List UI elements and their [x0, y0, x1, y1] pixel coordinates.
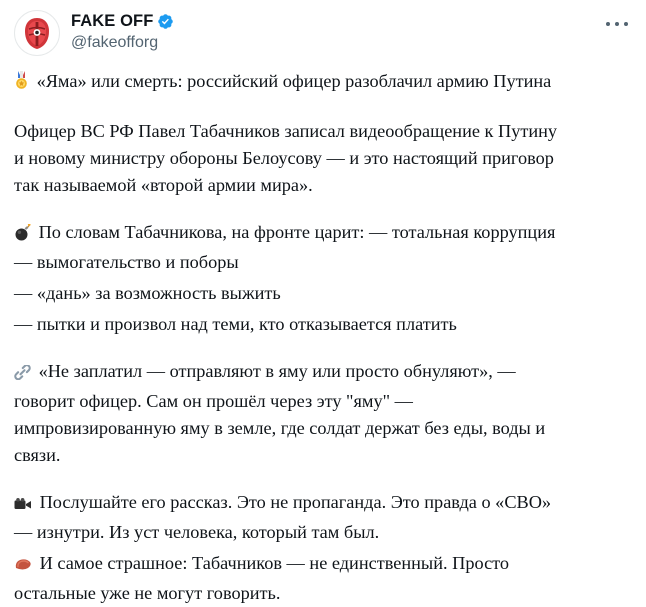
paragraph-corruption	[14, 219, 632, 276]
fake-off-logo-icon	[16, 12, 58, 54]
display-name: FAKE OFF	[71, 12, 154, 30]
paragraph-line: И самое страшное: Табачников — не единственный. Просто	[39, 553, 510, 573]
paragraph-line: По словам Табачникова, на фронте царит: — тотальная коррупция	[38, 222, 556, 242]
paragraph-line: «Не заплатил — отправляют в яму или просто обнуляют», —	[38, 361, 516, 381]
paragraph-line: и новому министру обороны Белоусову — и это настоящий приговор	[14, 148, 554, 168]
account-names	[71, 10, 174, 53]
verified-badge-icon	[157, 13, 174, 30]
headline-paragraph	[14, 68, 632, 98]
account-handle[interactable]: @fakeofforg	[71, 34, 159, 51]
paragraph-line: говорит офицер. Сам он прошёл через эту "яму" —	[14, 391, 413, 411]
tweet-body	[14, 68, 632, 607]
headline-text: «Яма» или смерть: российский офицер разоблачил армию Путина	[36, 71, 552, 91]
bomb-icon	[14, 222, 31, 249]
more-options-icon[interactable]	[604, 14, 630, 34]
display-name-row[interactable]	[71, 11, 174, 31]
paragraph-line: — изнутри. Из уст человека, который там был.	[14, 522, 380, 542]
paragraph-line: Послушайте его рассказ. Это не пропаганда. Это правда о «СВО»	[39, 492, 552, 512]
paragraph-line: остальные уже не могут говорить.	[14, 583, 281, 603]
video-camera-icon	[14, 492, 32, 519]
paragraph-line: импровизированную яму в земле, где солдат держат без еды, воды и	[14, 418, 546, 438]
paragraph-officer	[14, 118, 632, 199]
paragraph-quote	[14, 358, 632, 469]
paragraph-tribute	[14, 280, 632, 307]
paragraph-line: связи.	[14, 445, 61, 465]
paragraph-listen	[14, 489, 632, 546]
tweet-header	[14, 10, 632, 62]
paragraph-line: Офицер ВС РФ Павел Табачников записал видеообращение к Путину	[14, 121, 558, 141]
paragraph-worst	[14, 550, 632, 607]
link-icon	[14, 361, 31, 388]
paragraph-line: так называемой «второй армии мира».	[14, 175, 313, 195]
medal-icon	[14, 71, 29, 98]
paragraph-line: — вымогательство и поборы	[14, 252, 239, 272]
paragraph-line: — пытки и произвол над теми, кто отказывается платить	[14, 314, 457, 334]
paragraph-torture	[14, 311, 632, 338]
paragraph-line: — «дань» за возможность выжить	[14, 283, 281, 303]
sausage-icon	[14, 553, 32, 580]
avatar[interactable]	[14, 10, 60, 56]
